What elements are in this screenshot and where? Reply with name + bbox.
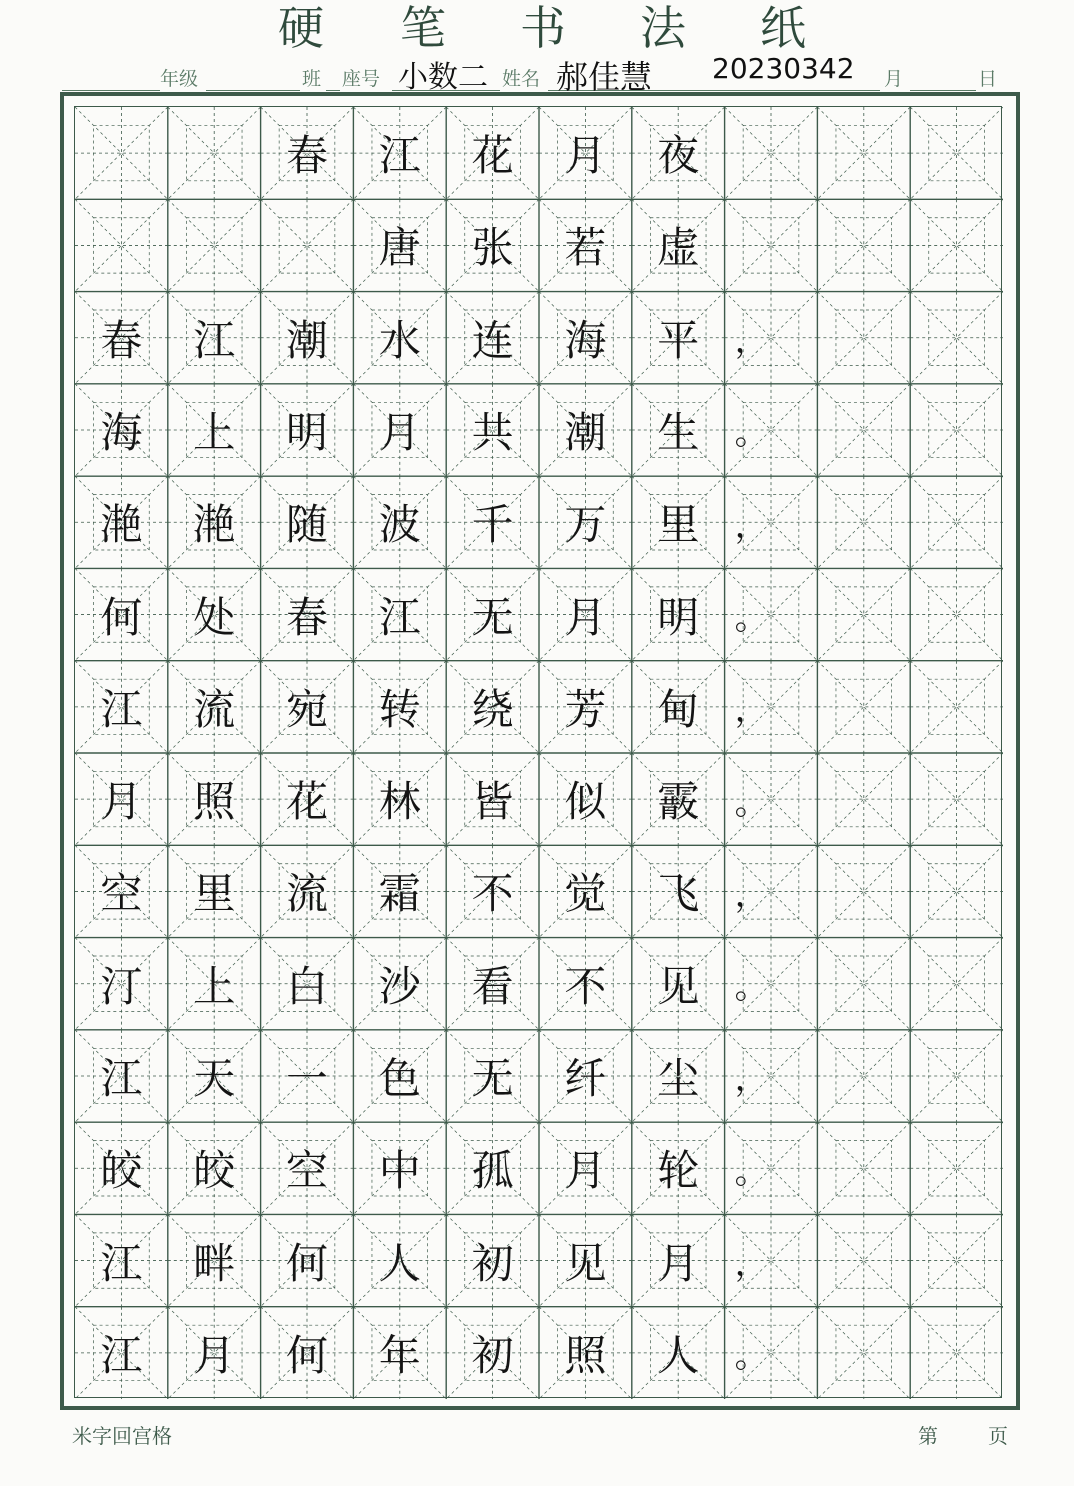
handwritten-character: 江 (100, 684, 143, 734)
handwritten-character: 唐 (378, 223, 421, 273)
handwritten-character: 尘 (657, 1053, 700, 1103)
handwritten-character: 沙 (378, 961, 421, 1011)
punctuation-mark: 。 (734, 598, 769, 639)
handwritten-character: 宛 (285, 684, 328, 734)
title-char: 书 (520, 1, 566, 55)
handwritten-character: 处 (193, 592, 236, 642)
handwritten-character: 随 (285, 500, 328, 550)
handwritten-character: 芳 (564, 684, 607, 734)
page-label-suffix: 页 (988, 1424, 1008, 1448)
handwritten-character: 甸 (657, 684, 700, 734)
handwritten-character: 轮 (657, 1146, 700, 1196)
handwritten-character: 花 (285, 777, 328, 827)
paper-title (0, 0, 1074, 55)
handwritten-character: 海 (100, 407, 143, 457)
title-char: 法 (640, 1, 686, 55)
handwritten-character: 潮 (285, 315, 328, 365)
handwritten-character: 流 (193, 684, 236, 734)
handwritten-character: 万 (564, 500, 607, 550)
handwritten-character: 流 (285, 869, 328, 919)
handwritten-character: 月 (100, 777, 143, 827)
handwritten-character: 无 (471, 592, 514, 642)
handwritten-character: 皎 (100, 1146, 143, 1196)
punctuation-mark: ， (734, 505, 769, 546)
handwritten-character: 初 (471, 1330, 514, 1380)
handwritten-character: 若 (564, 223, 607, 273)
handwritten-character: 照 (193, 777, 236, 827)
handwritten-character: 霜 (378, 869, 421, 919)
handwritten-character: 江 (378, 592, 421, 642)
handwritten-character: 江 (100, 1053, 143, 1103)
handwritten-character: 白 (285, 961, 328, 1011)
handwritten-character: 春 (100, 315, 143, 365)
handwritten-character: 皆 (471, 777, 514, 827)
handwritten-character: 潮 (564, 407, 607, 457)
handwritten-character: 色 (378, 1053, 421, 1103)
handwritten-character: 千 (471, 500, 514, 550)
handwritten-character: 无 (471, 1053, 514, 1103)
title-char: 硬 (278, 1, 324, 55)
page-label-prefix: 第 (918, 1424, 938, 1448)
handwritten-character: 转 (378, 684, 421, 734)
punctuation-mark: ， (734, 321, 769, 362)
handwritten-character: 汀 (100, 961, 143, 1011)
writing-grid (74, 106, 1002, 1398)
handwritten-character: 月 (564, 592, 607, 642)
grade-label: 年级 (160, 68, 199, 90)
info-header (0, 50, 1074, 96)
handwritten-character: 连 (471, 315, 514, 365)
handwritten-character: 月 (564, 131, 607, 181)
punctuation-mark: ， (734, 690, 769, 731)
handwritten-character: 林 (378, 777, 421, 827)
handwritten-character: 空 (100, 869, 143, 919)
handwritten-character: 年 (378, 1330, 421, 1380)
handwritten-character: 人 (378, 1238, 421, 1288)
month-label: 月 (884, 68, 904, 90)
grade-blank (62, 90, 160, 91)
handwritten-character: 中 (378, 1146, 421, 1196)
class-blank (206, 90, 300, 91)
day-blank (910, 90, 976, 91)
handwritten-character: 里 (657, 500, 700, 550)
handwritten-character: 月 (564, 1146, 607, 1196)
handwritten-character: 海 (564, 315, 607, 365)
punctuation-mark: ， (734, 1059, 769, 1100)
class-value: 小数二 (398, 60, 488, 95)
handwritten-character: 天 (193, 1053, 236, 1103)
handwritten-character: 张 (471, 223, 514, 273)
handwritten-character: 初 (471, 1238, 514, 1288)
handwritten-character: 何 (285, 1238, 328, 1288)
handwritten-character: 月 (193, 1330, 236, 1380)
handwritten-character: 似 (564, 777, 607, 827)
handwritten-character: 上 (193, 961, 236, 1011)
handwritten-character: 滟 (100, 500, 143, 550)
handwritten-character: 不 (471, 869, 514, 919)
handwritten-character: 花 (471, 131, 514, 181)
handwritten-character: 空 (285, 1146, 328, 1196)
handwritten-character: 江 (378, 131, 421, 181)
handwritten-character: 一 (285, 1053, 328, 1103)
handwritten-character: 明 (285, 407, 328, 457)
seat-label: 座号 (342, 68, 381, 90)
handwritten-character: 江 (100, 1238, 143, 1288)
handwritten-character: 江 (100, 1330, 143, 1380)
handwritten-character: 春 (285, 131, 328, 181)
date-value: 20230342 (712, 52, 855, 85)
title-char: 笔 (400, 1, 446, 55)
handwritten-character: 照 (564, 1330, 607, 1380)
handwritten-character: 看 (471, 961, 514, 1011)
day-label: 日 (978, 68, 998, 90)
name-value: 郝佳慧 (556, 58, 653, 96)
class-label: 班 (302, 68, 322, 90)
punctuation-mark: 。 (734, 413, 769, 454)
handwritten-character: 月 (378, 407, 421, 457)
handwritten-character: 见 (657, 961, 700, 1011)
handwritten-character: 畔 (193, 1238, 236, 1288)
punctuation-mark: 。 (734, 782, 769, 823)
handwritten-character: 飞 (657, 869, 700, 919)
handwritten-character: 不 (564, 961, 607, 1011)
handwritten-character: 里 (193, 869, 236, 919)
handwritten-character: 何 (285, 1330, 328, 1380)
punctuation-mark: ， (734, 1244, 769, 1285)
handwritten-character: 生 (657, 407, 700, 457)
punctuation-mark: 。 (734, 1336, 769, 1377)
handwritten-character: 绕 (471, 684, 514, 734)
handwritten-character: 波 (378, 500, 421, 550)
handwritten-character: 孤 (471, 1146, 514, 1196)
handwritten-character: 江 (193, 315, 236, 365)
handwritten-character: 见 (564, 1238, 607, 1288)
name-label: 姓名 (502, 68, 541, 90)
handwritten-character: 共 (471, 407, 514, 457)
handwritten-character: 夜 (657, 131, 700, 181)
punctuation-mark: ， (734, 874, 769, 915)
punctuation-mark: 。 (734, 1151, 769, 1192)
handwritten-character: 水 (378, 315, 421, 365)
handwritten-character: 上 (193, 407, 236, 457)
handwritten-character: 春 (285, 592, 328, 642)
handwritten-character: 滟 (193, 500, 236, 550)
punctuation-mark: 。 (734, 967, 769, 1008)
handwritten-character: 月 (657, 1238, 700, 1288)
handwritten-character: 人 (657, 1330, 700, 1380)
handwritten-character: 平 (657, 315, 700, 365)
handwritten-character: 明 (657, 592, 700, 642)
handwritten-character: 觉 (564, 869, 607, 919)
handwritten-character: 何 (100, 592, 143, 642)
handwritten-character: 虚 (657, 223, 700, 273)
handwritten-character: 霰 (657, 777, 700, 827)
title-char: 纸 (760, 1, 806, 55)
handwritten-character: 纤 (564, 1053, 607, 1103)
handwritten-character: 皎 (193, 1146, 236, 1196)
paper-type-label: 米字回宫格 (72, 1424, 172, 1448)
